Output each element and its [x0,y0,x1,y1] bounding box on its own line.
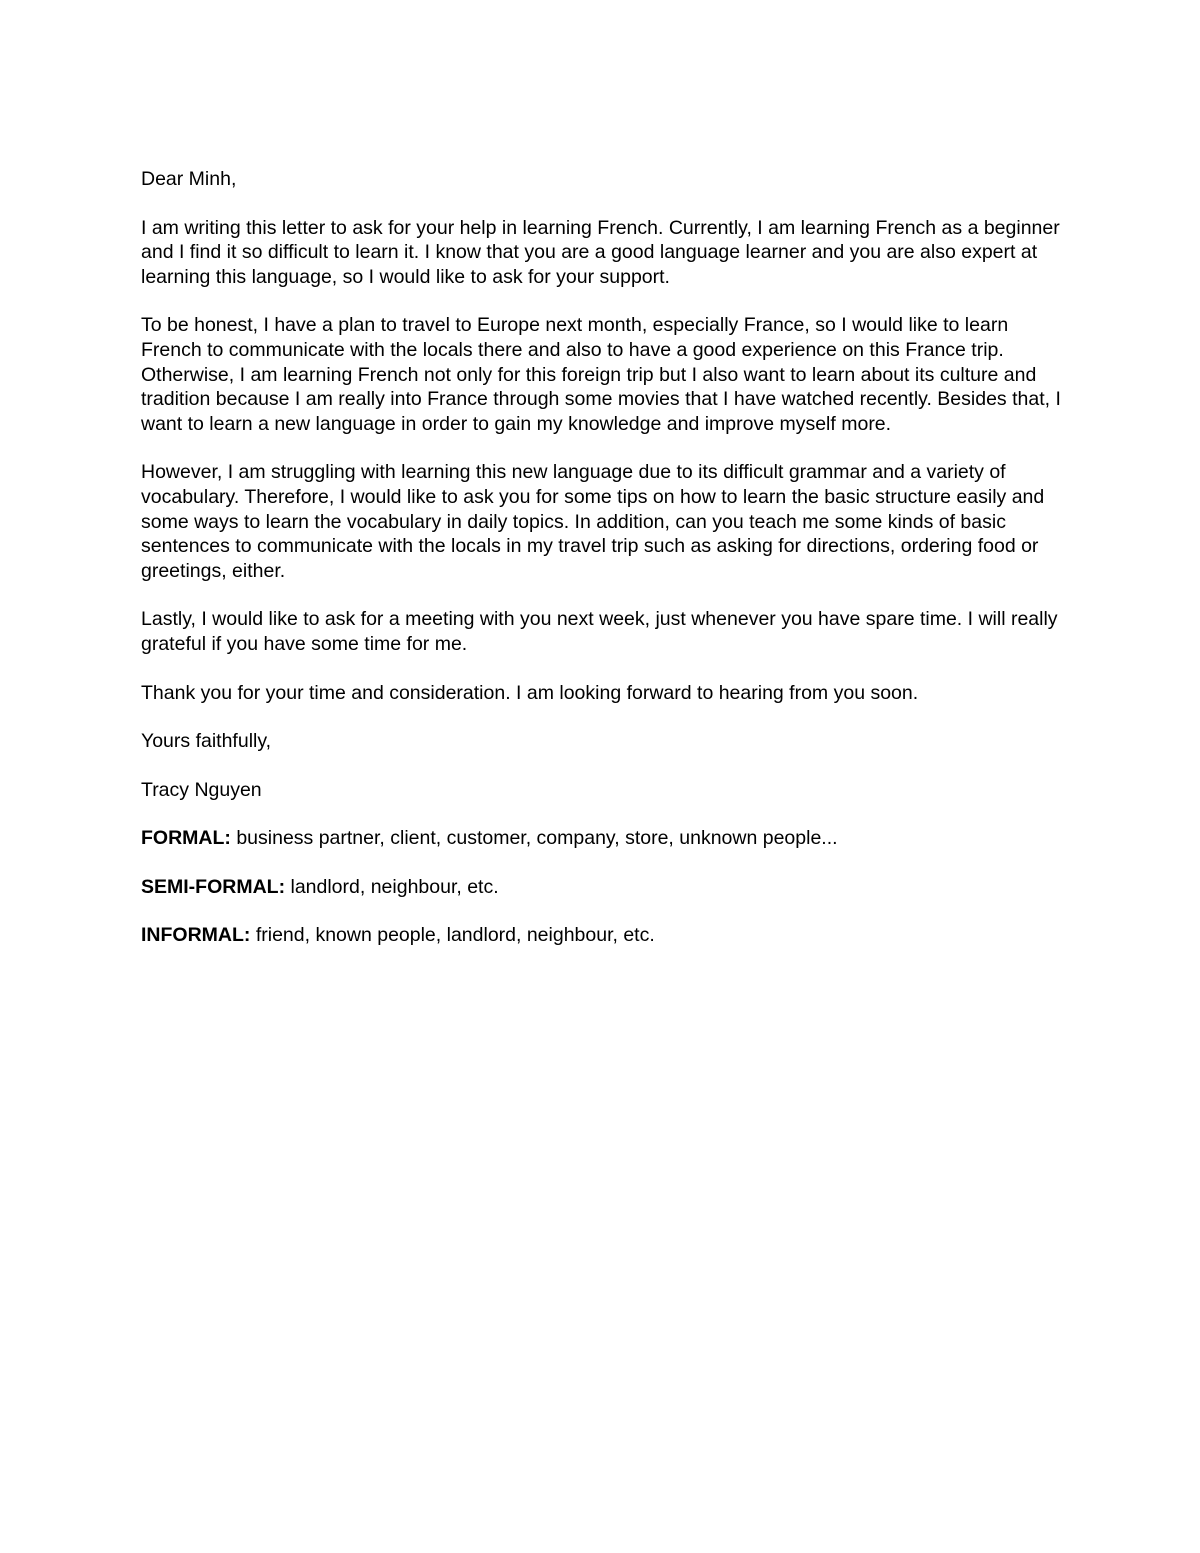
paragraph-request: I am writing this letter to ask for your help in learning French. Currently, I am learning French as a beginner and I find it so difficult to learn it. I know that you are a good language learner and you are also expert at learning this language, so I would like to ask for your support. [141,216,1060,288]
closing: Yours faithfully, [141,730,272,753]
note-semi-formal-text: landlord, neighbour, etc. [285,875,499,898]
note-formal [141,826,1071,851]
salutation: Dear Minh, [141,168,237,190]
note-formal-text: business partner, client, customer, company, store, unknown people... [230,827,838,850]
note-semi-formal [141,875,1071,900]
paragraph-reason: To be honest, I have a plan to travel to Europe next month, especially France, so I would like to learn French to communicate with the locals there and also to have a good experience on this France trip. Otherwise, I am learning French not only for this foreign trip but I also want to learn about its culture and tradition because I am really into France through some movies that I have watched recently. Besides that, I want to learn a new language in order to gain my knowledge and improve myself more. [141,314,1061,435]
signature: Tracy Nguyen [141,778,262,801]
note-informal-text: friend, known people, landlord, neighbour, etc. [250,924,655,947]
note-informal-label: INFORMAL: [141,924,251,947]
paragraph-meeting: Lastly, I would like to ask for a meeting with you next week, just whenever you have spare time. I will really grateful if you have some time for me. [141,608,1058,655]
paragraph-difficulty: However, I am struggling with learning this new language due to its difficult grammar and a variety of vocabulary. Therefore, I would like to ask you for some tips on how to learn the basic structure easily and some ways to learn the vocabulary in daily topics. In addition, can you teach me some kinds of basic sentences to communicate with the locals in my travel trip such as asking for directions, ordering food or greetings, either. [141,461,1045,582]
note-formal-label: FORMAL: [141,827,231,850]
paragraph-thanks: Thank you for your time and consideration. I am looking forward to hearing from you soon. [141,681,919,704]
letter-body [141,167,1071,972]
note-informal [141,923,1071,948]
note-semi-formal-label: SEMI-FORMAL: [141,875,286,898]
